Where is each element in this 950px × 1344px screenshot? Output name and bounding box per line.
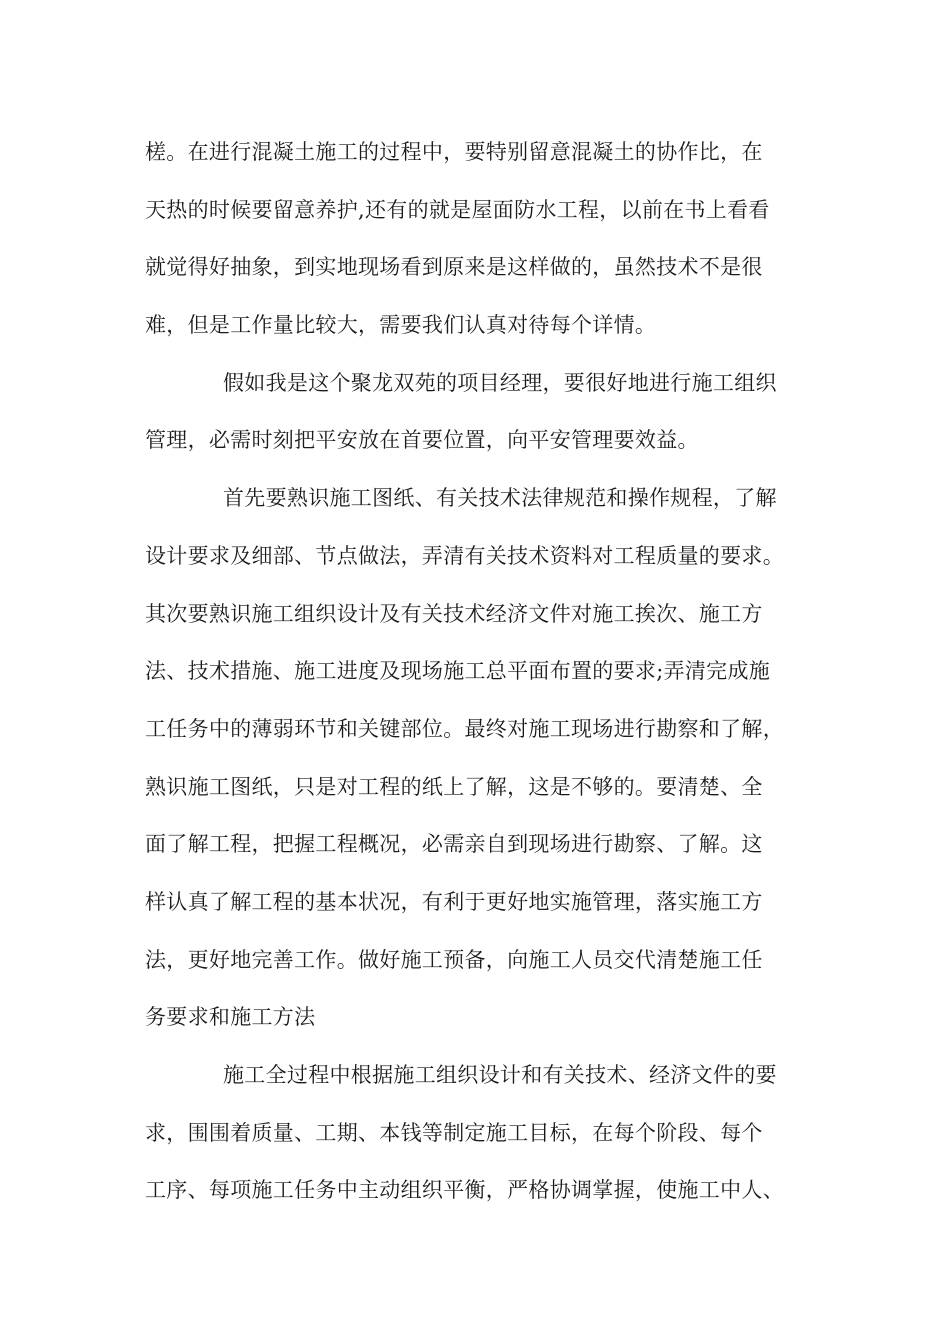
text-line: 法，更好地完善工作。做好施工预备，向施工人员交代清楚施工任 [145, 947, 763, 972]
text-line: 就觉得好抽象，到实地现场看到原来是这样做的，虽然技术不是很 [145, 255, 763, 280]
text-line: 务要求和施工方法 [145, 1005, 316, 1030]
text-line: 面了解工程，把握工程概况，必需亲自到现场进行勘察、了解。这 [145, 832, 763, 857]
text-line: 槎。在进行混凝土施工的过程中，要特别留意混凝土的协作比，在 [145, 140, 763, 164]
body-text [145, 128, 815, 1224]
text-line: 设计要求及细部、节点做法，弄清有关技术资料对工程质量的要求。 [145, 543, 784, 568]
text-line: 法、技术措施、施工进度及现场施工总平面布置的要求;弄清完成施 [145, 659, 771, 684]
paragraph-first-line: 首先要熟识施工图纸、有关技术法律规范和操作规程，了解 [223, 486, 777, 511]
text-line: 工序、每项施工任务中主动组织平衡，严格协调掌握，使施工中人、 [145, 1178, 784, 1203]
paragraph-first-line: 假如我是这个聚龙双苑的项目经理，要很好地进行施工组织 [223, 370, 777, 395]
text-line: 求，围围着质量、工期、本钱等制定施工目标，在每个阶段、每个 [145, 1120, 763, 1145]
paragraph-first-line: 施工全过程中根据施工组织设计和有关技术、经济文件的要 [223, 1063, 777, 1087]
text-line: 管理，必需时刻把平安放在首要位置，向平安管理要效益。 [145, 428, 699, 453]
text-line: 工任务中的薄弱环节和关键部位。最终对施工现场进行勘察和了解， [145, 716, 784, 741]
text-line: 天热的时候要留意养护,还有的就是屋面防水工程，以前在书上看看 [145, 197, 770, 222]
text-line: 熟识施工图纸，只是对工程的纸上了解，这是不够的。要清楚、全 [145, 774, 763, 799]
text-line: 其次要熟识施工组织设计及有关技术经济文件对施工挨次、施工方 [145, 601, 763, 626]
text-line: 样认真了解工程的基本状况，有利于更好地实施管理，落实施工方 [145, 889, 763, 914]
text-line: 难，但是工作量比较大，需要我们认真对待每个详情。 [145, 313, 657, 338]
